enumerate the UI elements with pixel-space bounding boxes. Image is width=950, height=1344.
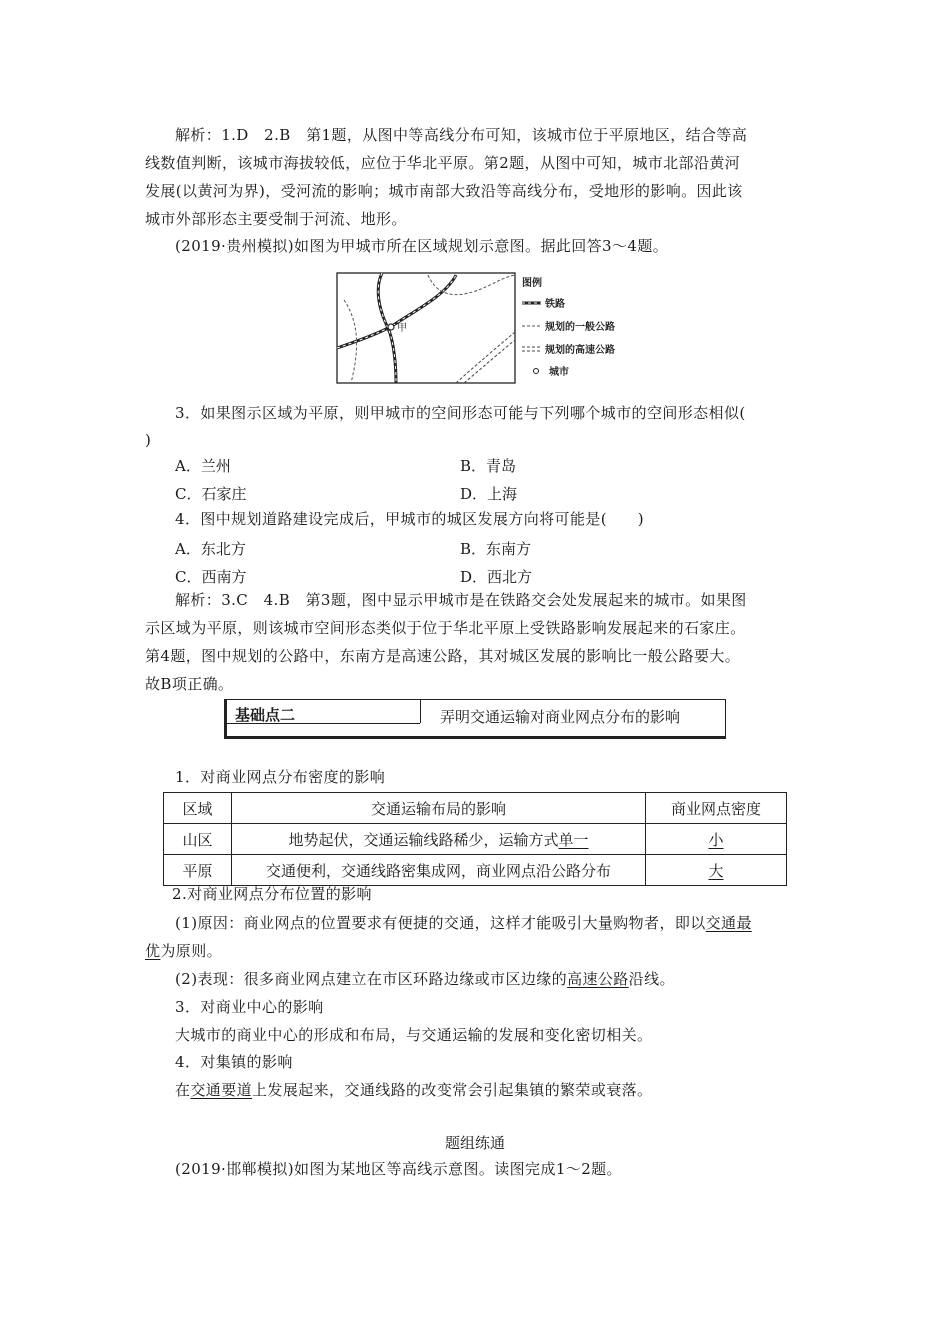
question-4-option-d[interactable]: D．西北方 (460, 568, 533, 586)
question-3-stem-end: ) (145, 431, 152, 449)
analysis-2-line-2: 示区域为平原，则该城市空间形态类似于位于华北平原上受铁路影响发展起来的石家庄。 (145, 619, 746, 637)
section-3-heading: 3．对商业中心的影响 (175, 998, 324, 1016)
section-banner-label: 基础点二 (235, 706, 296, 724)
city-marker (388, 324, 394, 330)
density-table (163, 792, 787, 886)
question-3-option-a[interactable]: A．兰州 (175, 457, 231, 475)
question-4-stem: 4．图中规划道路建设完成后，甲城市的城区发展方向将可能是( ) (175, 510, 645, 528)
question-3-option-d[interactable]: D．上海 (460, 485, 518, 503)
legend-railway: 铁路 (545, 299, 565, 310)
legend-general-road: 规划的一般公路 (545, 322, 615, 333)
analysis-1-line-3: 发展(以黄河为界)，受河流的影响；城市南部大致沿等高线分布，受地形的影响。因此该 (145, 182, 743, 200)
table-cell-density: 大 (646, 855, 787, 886)
section-2-show: (2)表现：很多商业网点建立在市区环路边缘或市区边缘的高速公路沿线。 (175, 970, 675, 988)
section-4-heading: 4．对集镇的影响 (175, 1053, 293, 1071)
table-cell-region: 山区 (164, 824, 232, 855)
section-4-text: 在交通要道上发展起来，交通线路的改变常会引起集镇的繁荣或衰落。 (175, 1081, 653, 1099)
question-3-option-c[interactable]: C．石家庄 (175, 485, 247, 503)
question-3-option-b[interactable]: B．青岛 (460, 457, 517, 475)
map-frame (337, 273, 515, 383)
table-header: 商业网点密度 (646, 793, 787, 824)
intro-practice-questions: (2019·邯郸模拟)如图为某地区等高线示意图。读图完成1～2题。 (175, 1160, 622, 1178)
table-header: 交通运输布局的影响 (232, 793, 646, 824)
analysis-1-line-4: 城市外部形态主要受制于河流、地形。 (145, 210, 407, 228)
section-2-reason: (1)原因：商业网点的位置要求有便捷的交通，这样才能吸引大量购物者，即以交通最 (175, 914, 752, 932)
section-1-heading: 1．对商业网点分布密度的影响 (175, 768, 386, 786)
analysis-1-line-2: 线数值判断，该城市海拔较低，应位于华北平原。第2题，从图中可知，城市北部沿黄河 (145, 154, 741, 172)
section-banner-title: 弄明交通运输对商业网点分布的影响 (440, 708, 681, 726)
section-2-reason-cont: 优为原则。 (145, 942, 223, 960)
question-4-option-a[interactable]: A．东北方 (175, 540, 246, 558)
analysis-1-line-1: 解析：1.D 2.B 第1题，从图中等高线分布可知，该城市位于平原地区，结合等高 (175, 126, 748, 144)
analysis-2-line-4: 故B项正确。 (145, 675, 234, 693)
table-row (164, 824, 787, 855)
question-4-option-c[interactable]: C．西南方 (175, 568, 247, 586)
city-label: 甲 (397, 323, 407, 334)
legend-expressway: 规划的高速公路 (545, 345, 615, 356)
question-3-stem: 3．如果图示区域为平原，则甲城市的空间形态可能与下列哪个城市的空间形态相似( (175, 404, 746, 422)
table-cell-region: 平原 (164, 855, 232, 886)
section-2-heading: 2.对商业网点分布位置的影响 (172, 885, 372, 903)
table-header: 区域 (164, 793, 232, 824)
table-cell-effect: 交通便利，交通线路密集成网，商业网点沿公路分布 (232, 855, 646, 886)
analysis-2-line-3: 第4题，图中规划的公路中，东南方是高速公路，其对城区发展的影响比一般公路要大。 (145, 647, 741, 665)
section-3-text: 大城市的商业中心的形成和布局，与交通运输的发展和变化密切相关。 (175, 1026, 653, 1044)
section-banner (224, 699, 726, 739)
question-4-option-b[interactable]: B．东南方 (460, 540, 532, 558)
analysis-2-line-1: 解析：3.C 4.B 第3题，图中显示甲城市是在铁路交会处发展起来的城市。如果图 (175, 591, 747, 609)
legend-title: 图例 (522, 278, 542, 289)
table-cell-effect: 地势起伏，交通运输线路稀少，运输方式单一 (232, 824, 646, 855)
practice-title: 题组练通 (444, 1134, 505, 1152)
table-header-row (164, 793, 787, 824)
intro-questions-3-4: (2019·贵州模拟)如图为甲城市所在区域规划示意图。据此回答3～4题。 (175, 237, 669, 255)
table-cell-density: 小 (646, 824, 787, 855)
region-planning-map (336, 270, 646, 386)
legend-city: 城市 (549, 367, 569, 378)
